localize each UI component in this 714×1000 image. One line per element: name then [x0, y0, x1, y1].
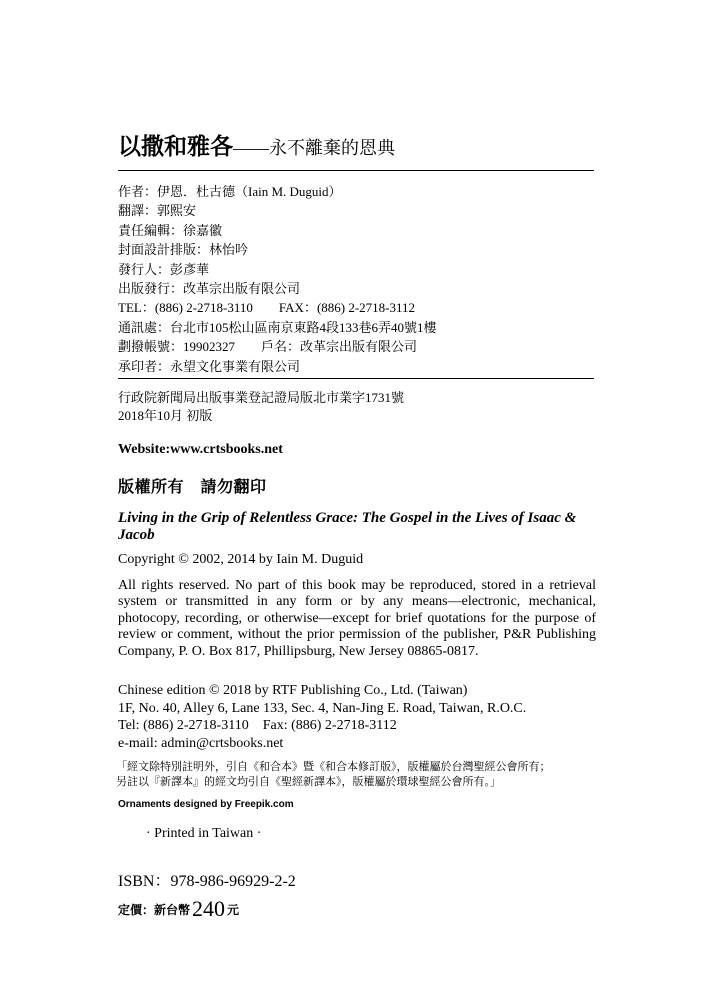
registration-number: 行政院新聞局出版事業登記證局版北市業字1731號 — [118, 390, 405, 405]
price — [118, 896, 239, 922]
rights-paragraph: All rights reserved. No part of this book may be reproduced, stored in a retrieval system or transmitted in any form or by any means—electronic, mechanical, photocopy, recording, or otherwise—except for brief quotations for the purpose of review or comment, without the prior permission of the publisher, P&R Publishing Company, P. O. Box 817, Phillipsburg, New Jersey 08865-0817. — [118, 578, 596, 659]
english-title: Living in the Grip of Relentless Grace: The Gospel in the Lives of Isaac & Jacob — [118, 510, 577, 543]
website-link[interactable]: Website:www.crtsbooks.net — [118, 442, 283, 457]
registration-block — [118, 389, 404, 425]
price-unit: 元 — [227, 903, 240, 917]
credit-editor: 責任編輯：徐嘉徽 — [118, 222, 223, 238]
credit-address: 通訊處：台北市105松山區南京東路4段133巷6弄40號1樓 — [118, 319, 437, 335]
credit-account: 劃撥帳號：19902327 戶名：改革宗出版有限公司 — [118, 339, 418, 355]
price-amount: 240 — [192, 896, 226, 921]
book-subtitle: ——永不離棄的恩典 — [233, 138, 395, 158]
credit-printer: 承印者：永望文化事業有限公司 — [118, 358, 301, 374]
credit-publisher-person: 發行人：彭彥華 — [118, 261, 210, 277]
rights-notice: 版權所有 請勿翻印 — [118, 479, 267, 496]
credit-author: 作者：伊恩．杜古德（Iain M. Duguid） — [118, 184, 342, 199]
book-title-main: 以撒和雅各 — [118, 134, 233, 159]
scripture-note-line: 另註以『新譯本』的經文均引自《聖經新譯本》，版權屬於環球聖經公會所有。」 — [116, 776, 501, 788]
divider-top — [118, 170, 594, 171]
credits-block — [118, 182, 437, 376]
price-label: 定價：新台幣 — [118, 903, 191, 917]
ornaments-credit: Ornaments designed by Freepik.com — [118, 799, 294, 810]
scripture-note-line: 「經文除特別註明外，引自《和合本》暨《和合本修訂版》，版權屬於台灣聖經公會所有； — [116, 761, 551, 773]
printed-in-taiwan: · Printed in Taiwan · — [146, 826, 262, 841]
copyright-line: Copyright © 2002, 2014 by Iain M. Duguid — [118, 552, 364, 567]
chinese-edition-copyright: Chinese edition © 2018 by RTF Publishing Co., Ltd. (Taiwan) — [118, 683, 468, 698]
edition-date: 2018年10月 初版 — [118, 408, 213, 423]
scripture-note — [116, 760, 600, 790]
isbn: ISBN：978-986-96929-2-2 — [118, 873, 296, 890]
chinese-edition-phone: Tel: (886) 2-2718-3110 Fax: (886) 2-2718-3112 — [118, 718, 397, 733]
credit-phone-fax: TEL：(886) 2-2718-3110 FAX：(886) 2-2718-3112 — [118, 300, 416, 316]
credit-cover-design: 封面設計排版：林怡吟 — [118, 242, 249, 258]
chinese-edition-block — [118, 682, 526, 752]
credit-publisher: 出版發行：改革宗出版有限公司 — [118, 280, 301, 296]
credit-translator: 翻譯：郭熙安 — [118, 203, 197, 219]
book-title — [118, 128, 395, 161]
chinese-edition-address: 1F, No. 40, Alley 6, Lane 133, Sec. 4, Nan-Jing E. Road, Taiwan, R.O.C. — [118, 700, 527, 716]
chinese-edition-email[interactable]: e-mail: admin@crtsbooks.net — [118, 735, 284, 751]
divider-middle — [118, 378, 594, 379]
